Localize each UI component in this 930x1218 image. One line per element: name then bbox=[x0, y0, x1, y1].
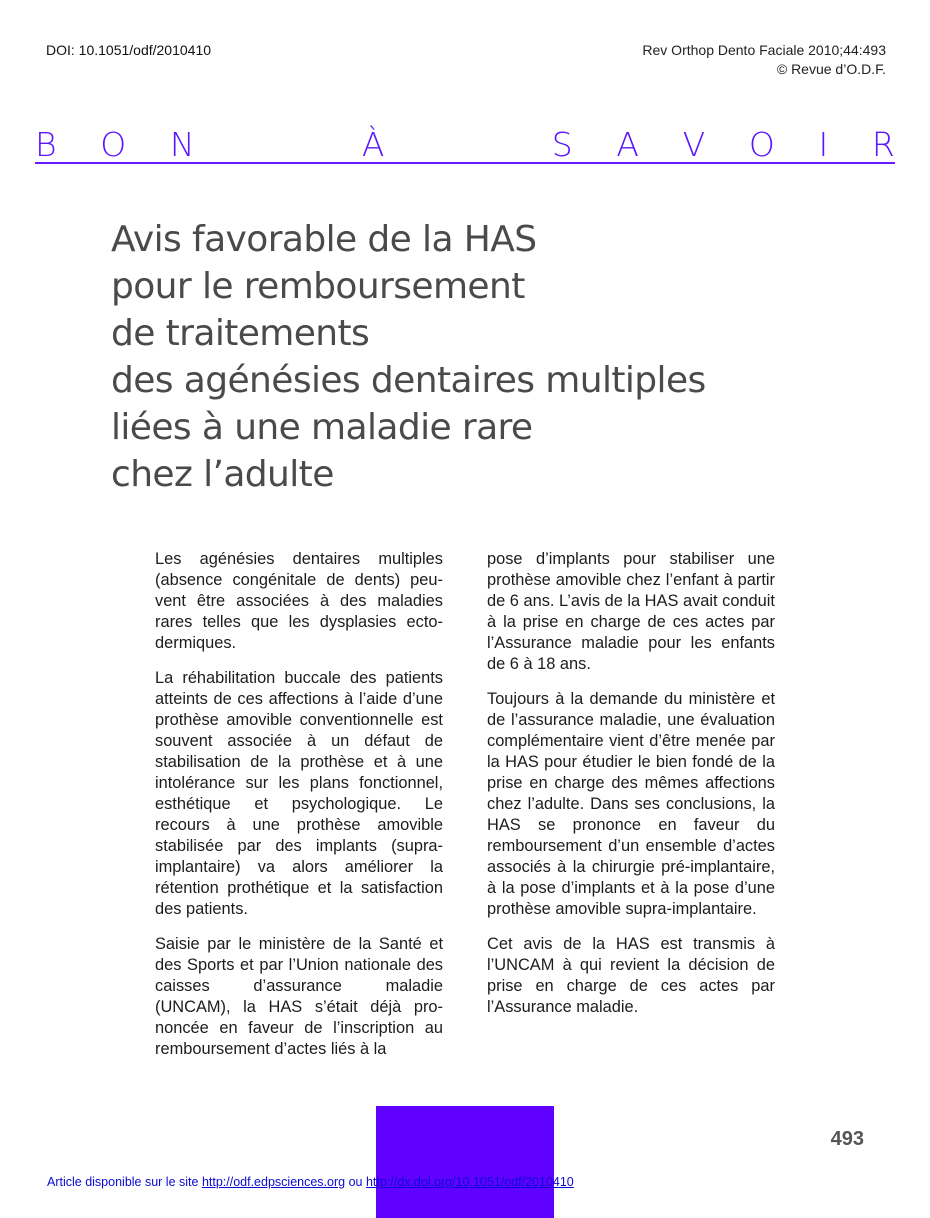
journal-reference bbox=[642, 41, 886, 79]
body-paragraph: pose d’implants pour stabiliser une prothèse amovible chez l’enfant à partir de 6 ans. L’avis de la HAS avait conduit à la prise en charge de ces actes par l’Assurance maladie pour les enfants de 6 à 18 ans. bbox=[487, 550, 775, 673]
body-paragraph: Toujours à la demande du ministère et de l’assurance maladie, une évaluation complémentaire vient d’être menée par la HAS pour étudier le bien fondé de la prise en charge des mêmes affections chez l’adulte. Dans ses conclusions, la HAS se prononce en faveur du remboursement d’un ensemble d’actes associés à la chirurgie pré-implantaire, à la pose d’implants et à la pose d’une prothèse amovible supra-implantaire. bbox=[487, 690, 775, 918]
rubric-letter: I bbox=[818, 125, 829, 164]
footer-prefix: Article disponible sur le site bbox=[47, 1175, 202, 1189]
body-paragraph: Les agénésies dentaires multiples (absence congénitale de dents) peuvent être associées à des maladies rares telles que les dysplasies ectodermiques. bbox=[155, 550, 443, 652]
title-line: de traitements bbox=[111, 313, 370, 354]
doi-link[interactable]: http://dx.doi.org/10.1051/odf/2010410 bbox=[365, 1175, 574, 1189]
title-line: chez l’adulte bbox=[111, 454, 334, 495]
section-rubric bbox=[35, 125, 895, 164]
journal-copyright: © Revue d’O.D.F. bbox=[776, 61, 886, 77]
edp-site-link[interactable]: http://odf.edpsciences.org bbox=[201, 1175, 346, 1189]
article-title bbox=[111, 216, 706, 498]
rubric-letter: O bbox=[100, 125, 127, 164]
rubric-letter: S bbox=[551, 125, 573, 164]
rubric-letter: A bbox=[616, 125, 639, 164]
doi-label: DOI: 10.1051/odf/2010410 bbox=[46, 42, 212, 58]
title-line: Avis favorable de la HAS bbox=[111, 219, 537, 260]
rubric-letter: R bbox=[871, 125, 895, 164]
page-number: 493 bbox=[830, 1128, 864, 1150]
body-paragraph: Cet avis de la HAS est transmis à l’UNCAM à qui revient la décision de prise en charge de ces actes par l’Assurance maladie. bbox=[487, 935, 775, 1016]
rubric-letter: V bbox=[682, 125, 706, 164]
rubric-letter: O bbox=[748, 125, 775, 164]
footer-middle: ou bbox=[345, 1175, 366, 1189]
body-paragraph: La réhabilitation buccale des patients atteints de ces affections à l’aide d’une prothèse amovible conventionnelle est souvent associée à un défaut de stabilisation de la prothèse et à une intolérance sur les plans fonctionnel, esthétique et psychologique. Le recours à une prothèse amovible stabilisée par des implants (supra-implantaire) va alors améliorer la rétention prothétique et la satisfaction des patients. bbox=[155, 669, 443, 918]
body-column-left bbox=[155, 549, 443, 1074]
title-line: liées à une maladie rare bbox=[111, 407, 533, 448]
availability-footer bbox=[47, 1175, 574, 1189]
title-line: des agénésies dentaires multiples bbox=[111, 360, 706, 401]
body-paragraph: Saisie par le ministère de la Santé et des Sports et par l’Union nationale des caisses d’assurance maladie (UNCAM), la HAS s’était déjà prononcée en faveur de l’inscription au remboursement d’actes liés à la bbox=[155, 935, 443, 1058]
rubric-letter: N bbox=[169, 125, 195, 164]
title-line: pour le remboursement bbox=[111, 266, 525, 307]
color-block bbox=[376, 1106, 554, 1218]
journal-citation: Rev Orthop Dento Faciale 2010;44:493 bbox=[642, 42, 886, 58]
rubric-letter: B bbox=[35, 125, 57, 164]
rubric-letter: À bbox=[361, 125, 385, 164]
body-column-right bbox=[487, 549, 775, 1032]
